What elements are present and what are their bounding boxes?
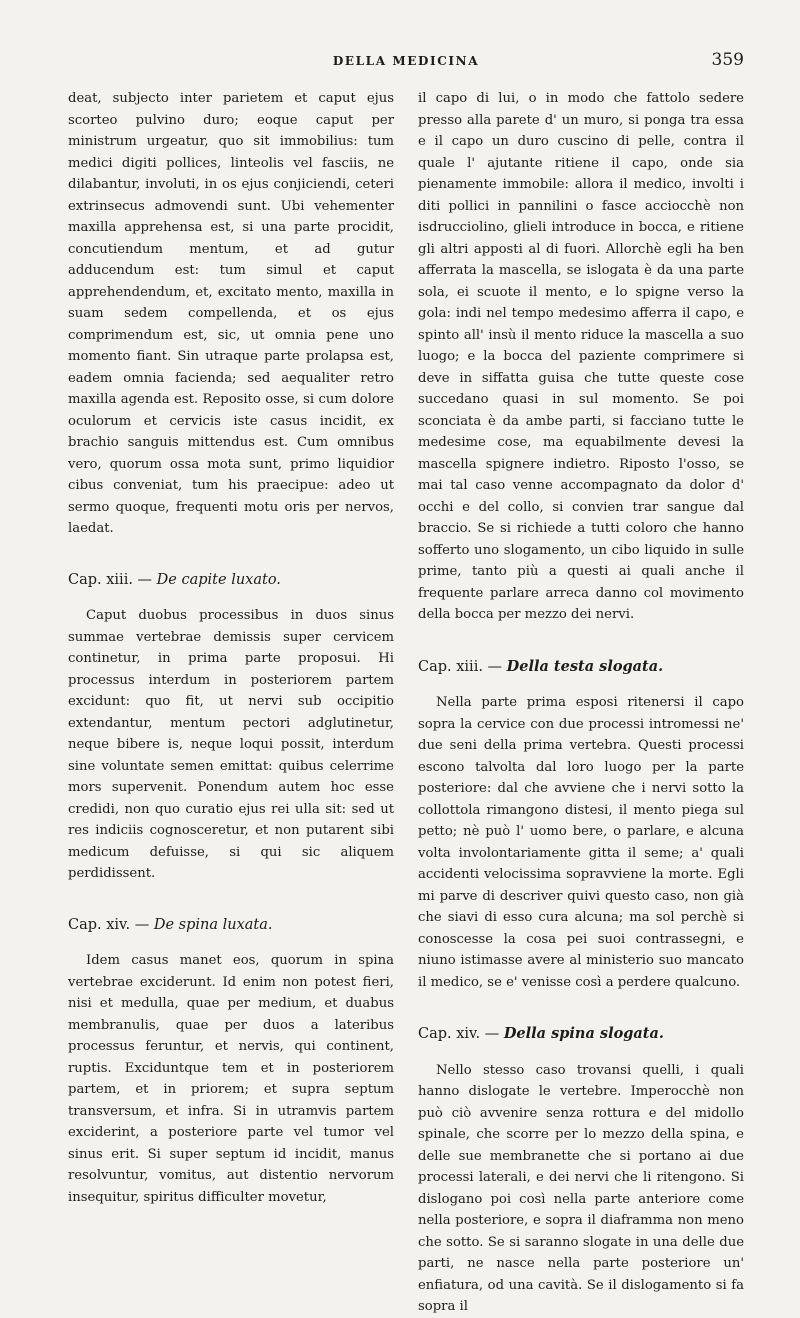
chapter-number: Cap. xiii. —	[68, 571, 153, 588]
italian-intro-paragraph: il capo di lui, o in modo che fattolo sedere presso alla parete d' un muro, si ponga tra essa e il capo un duro cuscino di pelle, contra il quale l' ajutante ritiene il capo, onde sia pienamente immobile: allora il medico, involti i diti pollici in pannilini o fasce acciocchè non isdrucciolino, glieli introduce in bocca, e ritiene gli altri apposti al di fuori. Allorchè egli ha ben afferrata la mascella, se islogata è da una parte sola, ei scuote il mento, e lo spigne verso la gola: indi nel tempo medesimo afferra il capo, e spinto all' insù il mento riduce la mascella a suo luogo; e la bocca del paziente comprimere si deve in siffatta guisa che tutte queste cose succedano quasi in sul momento. Se poi sconciata è da ambe parti, si facciano tutte le medesime cose, ma equabilmente devesi la mascella spignere indietro. Riposto l'osso, se mai tal caso venne accompagnato da dolor d' occhi e del collo, si convien trar sangue dal braccio. Se si richiede a tutti coloro che hanno sofferto uno slogamento, un cibo liquido in sulle prime, tanto più a questi ai quali anche il frequente parlare arreca danno col movimento della bocca per mezzo dei nervi.	[418, 91, 744, 622]
latin-chapter-13-heading	[68, 570, 394, 592]
latin-chapter-13-text: Caput duobus processibus in duos sinus summae vertebrae demissis super cervicem continetur, in prima parte proposui. Hi processus interdum in posteriorem partem excidunt: quo fit, ut nervi sub occipitio extendantur, mentum pectori adglutinetur, neque bibere is, neque loqui possit, interdum sine voluntate semen emittat: quibus celerrime mors supervenit. Ponendum autem hoc esse credidi, non quo curatio ejus rei ulla sit: sed ut res indiciis cognosceretur, et non putarent sibi medicum defuisse, si qui sic aliquem perdidissent.	[68, 608, 394, 881]
chapter-number: Cap. xiii. —	[418, 658, 503, 675]
latin-chapter-14-heading	[68, 915, 394, 937]
two-column-text	[68, 88, 744, 1318]
latin-column	[68, 88, 394, 1318]
italian-chapter-14-text: Nello stesso caso trovansi quelli, i quali hanno dislogate le vertebre. Imperocchè non può ciò avvenire senza rottura e del midollo spinale, che scorre per lo mezzo della spina, e delle sue membranette che si portano ai due processi laterali, e dei nervi che li ritengono. Si dislogano poi così nella parte anteriore come nella posteriore, e sopra il diaframma non meno che sotto. Se si saranno slogate in una delle due parti, ne nasce nella parte posteriore un' enfiatura, od una cavità. Se il dislogamento si fa sopra il	[418, 1062, 744, 1314]
italian-chapter-13-text: Nella parte prima esposi ritenersi il capo sopra la cervice con due processi intromessi ne' due seni della prima vertebra. Questi processi escono talvolta dal loro luogo per la parte posteriore: dal che avviene che i nervi sotto la collottola rimangono distesi, il mento piega sul petto; nè può l' uomo bere, o parlare, e alcuna volta involontariamente gitta il seme; a' quali accidenti velocissima sopravviene la morte. Egli mi parve di descriver quivi questo caso, non già che siavi di esso cura alcuna; ma sol perchè si conoscesse la cosa pei suoi contrassegni, e niuno istimasse avere al ministerio suo mancato il medico, se e' venisse così a perdere qualcuno.	[418, 695, 744, 990]
chapter-title: Della testa slogata.	[506, 657, 664, 675]
italian-column	[418, 88, 744, 1318]
italian-chapter-14-heading	[418, 1023, 744, 1046]
italian-chapter-13-heading	[418, 656, 744, 679]
running-head	[68, 50, 744, 80]
latin-intro-paragraph: deat, subjecto inter parietem et caput ejus scorteo pulvino duro; eoque caput per ministrum urgeatur, quo sit immobilius: tum medici digiti pollices, linteolis vel fasciis, ne dilabantur, involuti, in os ejus conjiciendi, ceteri extrinsecus admovendi sunt. Ubi vehementer maxilla apprehensa est, si una parte procidit, concutiendum mentum, et ad gutur adducendum est: tum simul et caput apprehendendum, et, excitato mento, maxilla in suam sedem compellenda, et os ejus comprimendum est, sic, ut omnia pene uno momento fiant. Sin utraque parte prolapsa est, eadem omnia facienda; sed aequaliter retro maxilla agenda est. Reposito osse, si cum dolore oculorum et cervicis iste casus incidit, ex brachio sanguis mittendus est. Cum omnibus vero, quorum ossa mota sunt, primo liquidior cibus conveniat, tum his praecipue: adeo ut sermo quoque, frequenti motu oris per nervos, laedat.	[68, 91, 394, 536]
chapter-title: De capite luxato.	[156, 571, 281, 588]
running-title: DELLA MEDICINA	[332, 54, 480, 68]
chapter-number: Cap. xiv. —	[418, 1026, 500, 1042]
latin-chapter-14-text: Idem casus manet eos, quorum in spina vertebrae exciderunt. Id enim non potest fieri, nisi et medulla, quae per medium, et duabus membranulis, quae per duos a lateribus processus feruntur, et nervis, qui continent, ruptis. Exciduntque tem et in posteriorem partem, et in priorem; et supra septum transversum, et infra. Si in utramvis partem exciderint, a posteriore parte vel tumor vel sinus erit. Si super septum id incidit, manus resolvuntur, vomitus, aut distentio nervorum insequitur, spiritus difficulter movetur,	[68, 953, 394, 1205]
chapter-title: De spina luxata.	[153, 916, 273, 933]
chapter-number: Cap. xiv. —	[68, 916, 150, 933]
chapter-title: Della spina slogata.	[503, 1025, 664, 1042]
page-number: 359	[711, 50, 744, 70]
